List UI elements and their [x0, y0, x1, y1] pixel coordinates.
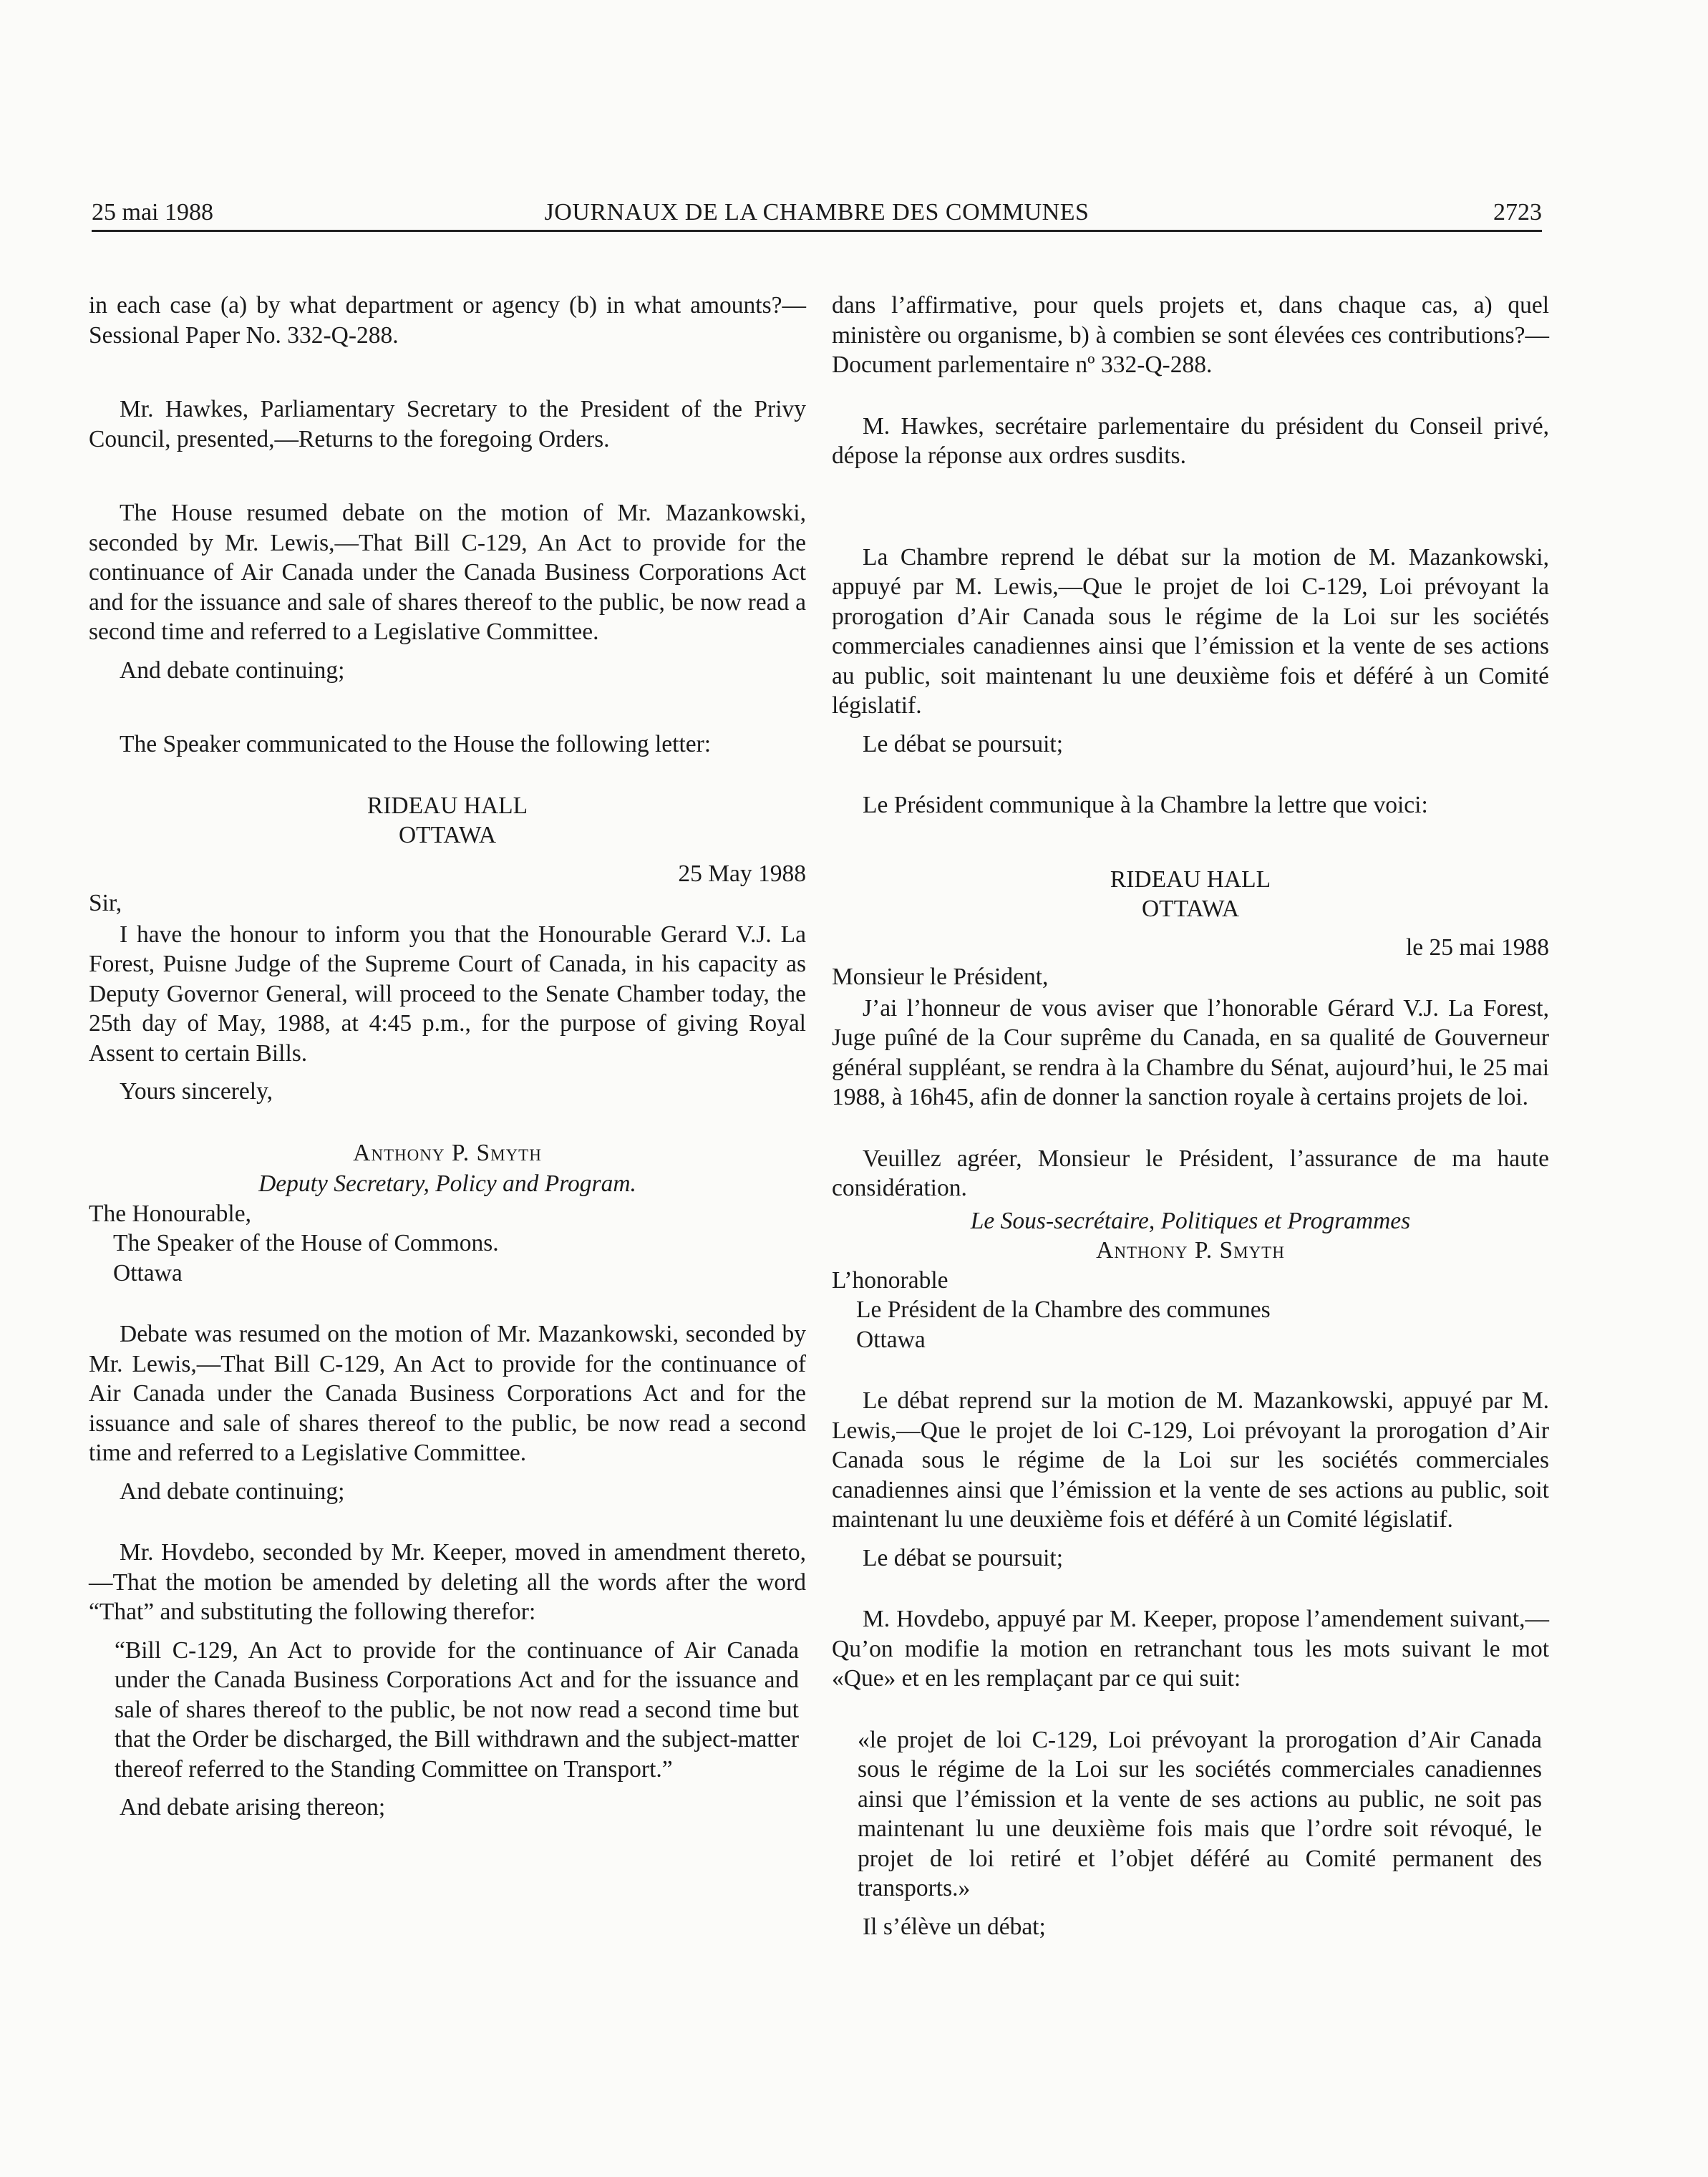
paragraph-debate-continuing: Le débat se poursuit;	[863, 730, 1064, 757]
letter-signatory: Anthony P. Smyth	[353, 1139, 542, 1166]
paragraph-debate-continuing: Le débat se poursuit;	[863, 1544, 1064, 1571]
letter-addressee: Ottawa	[113, 1259, 183, 1286]
page-number: 2723	[1493, 199, 1542, 226]
french-column	[832, 291, 1549, 1941]
amendment-quote: «le projet de loi C-129, Loi prévoyant la prorogation d’Air Canada sous le régime de la Loi sur les sociétés commerciales canadiennes ainsi que l’émission et la vente de ses actions au public, ne soit pas maintenant lu une deuxième fois mais que l’ordre soit révoqué, le projet de loi retiré et l’objet déféré au Comité permanent des transports.»	[858, 1726, 1542, 1901]
letter-place: RIDEAU HALL	[367, 792, 528, 819]
letter-body: I have the honour to inform you that the Honourable Gerard V.J. La Forest, Puisne Judge of the Supreme Court of Canada, in his capacity as Deputy Governor General, will proceed to the Senate Chamber today, the 25th day of May, 1988, at 4:45 p.m., for the purpose of giving Royal Assent to certain Bills.	[89, 921, 806, 1067]
letter-signatory: Anthony P. Smyth	[1096, 1237, 1285, 1264]
letter-salutation: Monsieur le Président,	[832, 964, 1049, 990]
paragraph-amendment: Mr. Hovdebo, seconded by Mr. Keeper, moved in amendment thereto,—That the motion be amended by deleting all the words after the word “That” and substituting the following therefor:	[89, 1539, 806, 1625]
paragraph-debate-resumed: Le débat reprend sur la motion de M. Mazankowski, appuyé par M. Lewis,—Que le projet de loi C-129, Loi prévoyant la prorogation d’Air Canada sous le régime de la Loi sur les sociétés commerciales canadiennes ainsi que l’émission et la vente de ses actions au public, soit maintenant lu une deuxième fois et déféré à un Comité législatif.	[832, 1387, 1549, 1533]
paragraph-amendment: M. Hovdebo, appuyé par M. Keeper, propose l’amendement suivant,—Qu’on modifie la motion en retranchant tous les mots suivant le mot «Que» et en les remplaçant par ce qui suit:	[832, 1606, 1549, 1692]
amendment-quote: “Bill C-129, An Act to provide for the continuance of Air Canada under the Canada Business Corporations Act and for the issuance and sale of shares thereof to the public, be not now read a second time but that the Order be discharged, the Bill withdrawn and the subject-matter thereof referred to the Standing Committee on Transport.”	[115, 1637, 799, 1783]
letter-addressee: The Honourable,	[89, 1200, 251, 1227]
paragraph-speaker-letter: The Speaker communicated to the House the following letter:	[120, 731, 712, 757]
letter-signatory-title: Le Sous-secrétaire, Politiques et Programmes	[970, 1207, 1411, 1234]
letter-date: 25 May 1988	[678, 860, 806, 887]
header-date: 25 mai 1988	[92, 199, 213, 226]
header-title: JOURNAUX DE LA CHAMBRE DES COMMUNES	[544, 199, 1090, 226]
letter-closing: Veuillez agréer, Monsieur le Président, l’assurance de ma haute considération.	[832, 1145, 1549, 1201]
paragraph-returns: Mr. Hawkes, Parliamentary Secretary to the President of the Privy Council, presented,—Returns to the foregoing Orders.	[89, 396, 806, 452]
letter-addressee: Le Président de la Chambre des communes	[856, 1296, 1271, 1323]
letter-city: OTTAWA	[1141, 896, 1240, 922]
paragraph-continuation: in each case (a) by what department or agency (b) in what amounts?—Sessional Paper No. 332-Q-288.	[89, 292, 806, 349]
letter-addressee: The Speaker of the House of Commons.	[113, 1230, 499, 1256]
letter-salutation: Sir,	[89, 890, 122, 916]
letter-signatory-title: Deputy Secretary, Policy and Program.	[258, 1170, 636, 1197]
paragraph-continuation: dans l’affirmative, pour quels projets et, dans chaque cas, a) quel ministère ou organisme, b) à combien se sont élevées ces contributions?—Document parlementaire nº 332-Q-288.	[832, 292, 1549, 378]
paragraph-debate-resumed: Debate was resumed on the motion of Mr. Mazankowski, seconded by Mr. Lewis,—That Bill C-129, An Act to provide for the continuance of Air Canada under the Canada Business Corporations Act and for the issuance and sale of shares thereof to the public, be now read a second time and referred to a Legislative Committee.	[89, 1321, 806, 1466]
letter-date: le 25 mai 1988	[1405, 934, 1549, 961]
letter-body: J’ai l’honneur de vous aviser que l’honorable Gérard V.J. La Forest, Juge puîné de la Cour suprême du Canada, en sa qualité de Gouverneur général suppléant, se rendra à la Chambre du Sénat, aujourd’hui, le 25 mai 1988, à 16h45, afin de donner la sanction royale à certains projets de loi.	[832, 994, 1549, 1110]
page-header	[92, 193, 1542, 231]
letter-city: OTTAWA	[398, 822, 497, 848]
paragraph-returns: M. Hawkes, secrétaire parlementaire du président du Conseil privé, dépose la réponse aux ordres susdits.	[832, 412, 1549, 469]
letter-addressee: Ottawa	[856, 1326, 926, 1353]
letter-closing: Yours sincerely,	[120, 1078, 273, 1105]
paragraph-resumed-debate: La Chambre reprend le débat sur la motion de M. Mazankowski, appuyé par M. Lewis,—Que le projet de loi C-129, Loi prévoyant la prorogation d’Air Canada sous le régime de la Loi sur les sociétés commerciales canadiennes ainsi que l’émission et la vente de ses actions au public, soit maintenant lu une deuxième fois et déféré à un Comité législatif.	[832, 543, 1549, 719]
paragraph-debate-arising: And debate arising thereon;	[120, 1794, 386, 1820]
header-rule	[92, 230, 1542, 232]
english-column	[89, 291, 806, 1823]
letter-addressee: L’honorable	[832, 1266, 948, 1294]
paragraph-debate-continuing: And debate continuing;	[120, 656, 345, 684]
paragraph-debate-continuing: And debate continuing;	[120, 1478, 345, 1505]
paragraph-resumed-debate: The House resumed debate on the motion of Mr. Mazankowski, seconded by Mr. Lewis,—That Bill C-129, An Act to provide for the continuance of Air Canada under the Canada Business Corporations Act and for the issuance and sale of shares thereof to the public, be now read a second time and referred to a Legislative Committee.	[89, 500, 806, 645]
paragraph-debate-arising: Il s’élève un débat;	[863, 1913, 1046, 1940]
letter-place: RIDEAU HALL	[1110, 866, 1271, 893]
paragraph-speaker-letter: Le Président communique à la Chambre la lettre que voici:	[863, 792, 1428, 818]
